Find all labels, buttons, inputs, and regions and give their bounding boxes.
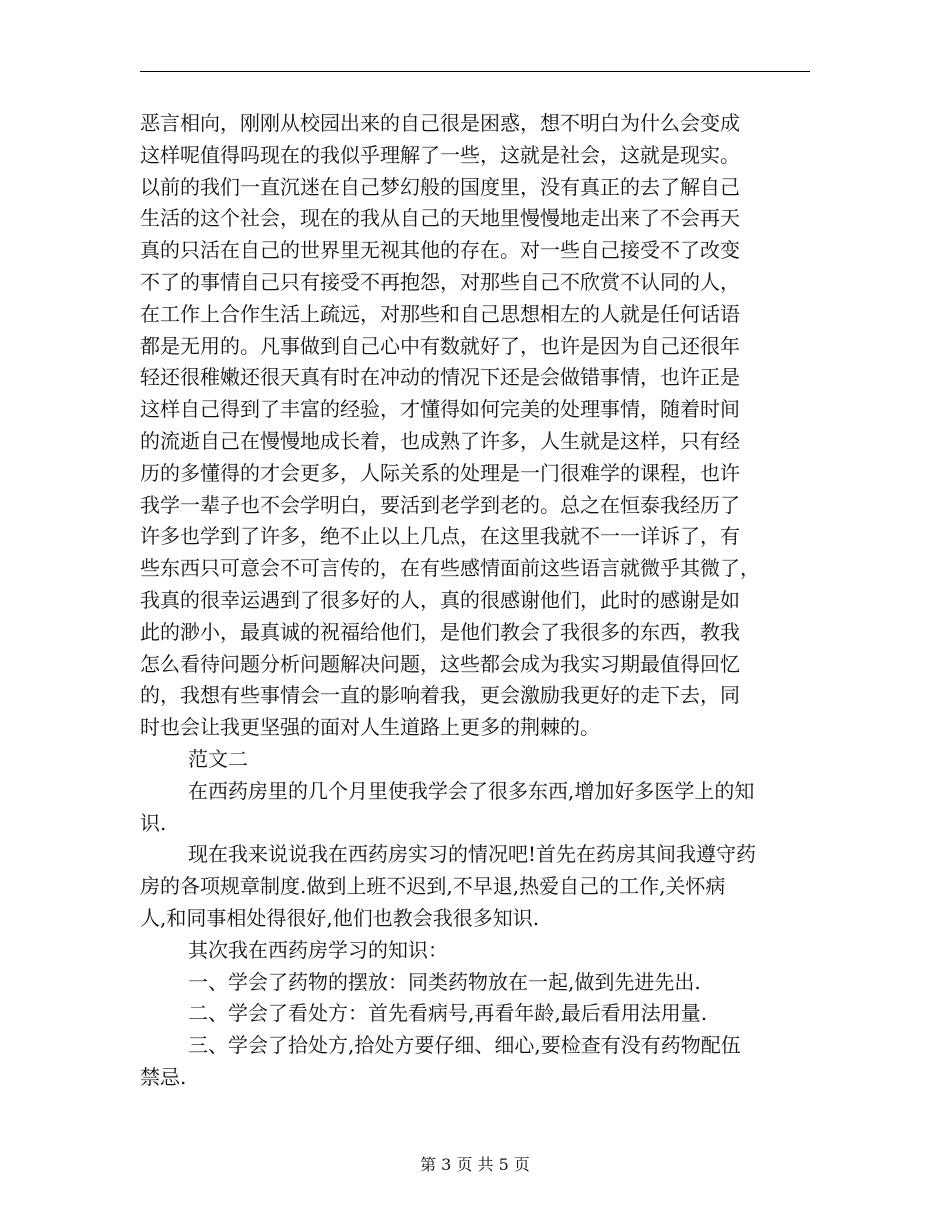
text-line: 其次我在西药房学习的知识： (188, 937, 448, 962)
text-line: 的，我想有些事情会一直的影响着我，更会激励我更好的走下去，同 (140, 683, 740, 708)
text-line: 轻还很稚嫩还很天真有时在冲动的情况下还是会做错事情，也许正是 (140, 365, 740, 390)
text-line: 都是无用的。凡事做到自己心中有数就好了，也许是因为自己还很年 (140, 333, 740, 358)
text-line: 现在我来说说我在西药房实习的情况吧!首先在药房其间我遵守药 (188, 842, 757, 867)
text-line: 一、学会了药物的摆放：同类药物放在一起,做到先进先出. (188, 969, 701, 994)
header-rule (140, 71, 810, 72)
text-line: 历的多懂得的才会更多，人际关系的处理是一门很难学的课程，也许 (140, 460, 740, 485)
document-body (140, 108, 810, 1094)
text-line: 时也会让我更坚强的面对人生道路上更多的荆棘的。 (140, 715, 600, 740)
text-line: 此的渺小，最真诚的祝福给他们，是他们教会了我很多的东西，教我 (140, 619, 740, 644)
text-line: 这样自己得到了丰富的经验，才懂得如何完美的处理事情，随着时间 (140, 397, 740, 422)
page-footer: 第 3 页 共 5 页 (420, 1155, 530, 1174)
text-line: 恶言相向，刚刚从校园出来的自己很是困惑，想不明白为什么会变成 (140, 111, 740, 135)
text-line: 在西药房里的几个月里使我学会了很多东西,增加好多医学上的知 (188, 778, 755, 803)
text-line: 这样呢值得吗现在的我似乎理解了一些，这就是社会，这就是现实。 (140, 142, 740, 167)
text-line: 怎么看待问题分析问题解决问题，这些都会成为我实习期最值得回忆 (140, 651, 740, 676)
text-line: 我学一辈子也不会学明白，要活到老学到老的。总之在恒泰我经历了 (140, 492, 740, 517)
text-line: 识. (140, 810, 167, 835)
text-line: 二、学会了看处方：首先看病号,再看年龄,最后看用法用量. (188, 1001, 708, 1026)
text-line: 以前的我们一直沉迷在自己梦幻般的国度里，没有真正的去了解自己 (140, 174, 740, 199)
text-line: 范文二 (188, 746, 248, 771)
text-line: 许多也学到了许多，绝不止以上几点，在这里我就不一一详诉了，有 (140, 524, 740, 549)
text-line: 些东西只可意会不可言传的，在有些感情面前这些语言就微乎其微了， (140, 556, 760, 581)
text-line: 在工作上合作生活上疏远，对那些和自己思想相左的人就是任何话语 (140, 301, 740, 326)
text-line: 不了的事情自己只有接受不再抱怨，对那些自己不欣赏不认同的人， (140, 269, 740, 294)
text-line: 房的各项规章制度.做到上班不迟到,不早退,热爱自己的工作,关怀病 (140, 874, 726, 899)
text-line: 三、学会了拾处方,拾处方要仔细、细心,要检查有没有药物配伍 (188, 1033, 741, 1058)
text-line: 的流逝自己在慢慢地成长着，也成熟了许多，人生就是这样，只有经 (140, 428, 740, 453)
text-line: 生活的这个社会，现在的我从自己的天地里慢慢地走出来了不会再天 (140, 206, 740, 231)
text-line: 真的只活在自己的世界里无视其他的存在。对一些自己接受不了改变 (140, 238, 740, 263)
text-line: 人,和同事相处得很好,他们也教会我很多知识. (140, 905, 540, 930)
text-line: 我真的很幸运遇到了很多好的人，真的很感谢他们，此时的感谢是如 (140, 587, 740, 612)
text-line: 禁忌. (140, 1064, 187, 1089)
